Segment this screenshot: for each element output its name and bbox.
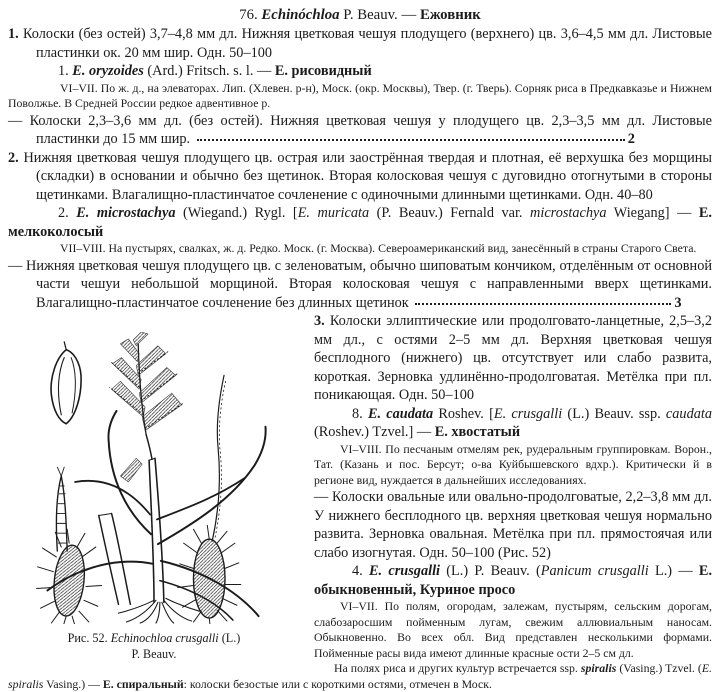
figure-52 (8, 332, 300, 662)
species-heading-oryzoides: 1. E. oryzoides (Ard.) Fritsch. s. l. — Е. рисовидный (58, 63, 372, 79)
species-heading-microstachya: 2. E. microstachya (Wiegand.) Rygl. [E. muricata (P. Beauv.) Fernald var. microstachya Wiegang] — Е. мелкоколосый (8, 205, 713, 240)
species-heading-crusgalli: 4. E. crusgalli (L.) P. Beauv. (Panicum crusgalli L.) — Е. обыкновенный, Куриное просо (314, 563, 713, 598)
entry-title: 76. Echinóchloa P. Beauv. — Ежовник (239, 7, 481, 23)
key-couplet-2-alt (8, 257, 712, 313)
species-heading-caudata: 8. E. caudata Roshev. [E. crusgalli (L.) Beauv. ssp. caudata (Roshev.) Tzvel.] — Е. хвостатый (314, 405, 712, 440)
plant-illustration (8, 332, 300, 624)
figure-caption-line2: P. Beauv. (131, 647, 177, 661)
figure-caption (8, 630, 300, 662)
habitat-note-microstachya: VII–VIII. На пустырях, свалках, ж. д. Редко. Моск. (г. Москва). Североамериканский вид, занесённый в страны Старого Света. (60, 241, 697, 255)
key-couplet-1-lead: 1. Колоски (без остей) 3,7–4,8 мм дл. Нижняя цветковая чешуя плодущего (верхнего) цв. 3,6–4,5 мм дл. Листовые пластинки ок. 20 мм шир. Одн. 50–100 (8, 26, 712, 61)
key-couplet-1-alt (8, 112, 712, 149)
key-couplet-3-lead-text: 3. Колоски эллиптические или продолговато-ланцетные, 2,5–3,2 мм дл., с остями 2–5 мм дл. Верхняя цветковая чешуя бесплодного (нижнего) цв. отсутствует или слабо развита, короткая. Зерновка удлинённо-продолговатая. Метёлка при пл. поникающая. Одн. 50–100 (314, 313, 712, 403)
key-couplet-1-alt-text: — Колоски 2,3–3,6 мм дл. (без остей). Нижняя цветковая чешуя у плодущего цв. 2,3–3,5 мм дл. Листовые пластинки до 15 мм шир. (8, 112, 712, 147)
habitat-note-caudata: VI–VIII. По песчаным отмелям рек, рудеральным группировкам. Ворон., Тат. (Казань и пос. Берсут; о-ва Куйбышевского вдхр.). Критически й в регионе вид, нуждается в дальнейших исследованиях. (314, 441, 712, 487)
leader-ref-3: 3 (674, 294, 682, 311)
dotted-leader (415, 299, 671, 305)
subspecies-note-spiralis: На полях риса и других культур встречается ssp. spiralis (Vasing.) Tzvel. (E. spiralis Vasing.) — Е. спиральный: колоски безостые или с короткими остями, отмечен в Моск. (8, 661, 712, 691)
dotted-leader (197, 135, 625, 141)
key-couplet-2-lead: 2. Нижняя цветковая чешуя плодущего цв. острая или заострённая твердая и плотная, её верхушка без морщины (складки) в основании и обычно без щетинок. Вторая колосковая чешуя с дуговидно отогнутыми в стороны щетинками. Влагалищно-пластинчатое сочленение с одиночными длинными щетинками. Одн. 40–80 (8, 149, 712, 203)
habitat-note-crusgalli: VI–VII. По полям, огородам, залежам, пустырям, сельским дорогам, слабозаросшим пойменным лугам, свежим аллювиальным наносам. Обыкновенно. Во всех обл. Вид представлен несколькими формами. Пойменные расы вида имеют длинные красные ости 2–5 см дл. (314, 599, 712, 660)
figure-caption-line1: Рис. 52. Echinochloa crusgalli (L.) (67, 631, 241, 645)
leader-ref-2: 2 (627, 131, 635, 147)
habitat-note-oryzoides: VI–VII. По ж. д., на элеваторах. Лип. (Хлевен. р-н), Моск. (окр. Москвы), Твер. (г. Тверь). Сорняк риса в Предкавказье и Нижнем Поволжье. В Средней России редкое адвентивное р. (8, 80, 712, 110)
key-couplet-2-alt-text: — Нижняя цветковая чешуя плодущего цв. с зеленоватым, обычно шиповатым кончиком, отделённым от основной части чешуи небольшой морщиной. Вторая колосковая чешуя с направленными вверх щетинками. Влагалищно-пластинчатое сочленение без длинных щетинок (8, 257, 712, 311)
key-couplet-3-alt: — Колоски овальные или овально-продолговатые, 2,2–3,8 мм дл. У нижнего бесплодного цв. верхняя цветковая чешуя нормально развита. Зерновка овальная. Метёлка при пл. прямостоячая или слабо изогнутая. Одн. 50–100 (Рис. 52) (314, 489, 712, 561)
